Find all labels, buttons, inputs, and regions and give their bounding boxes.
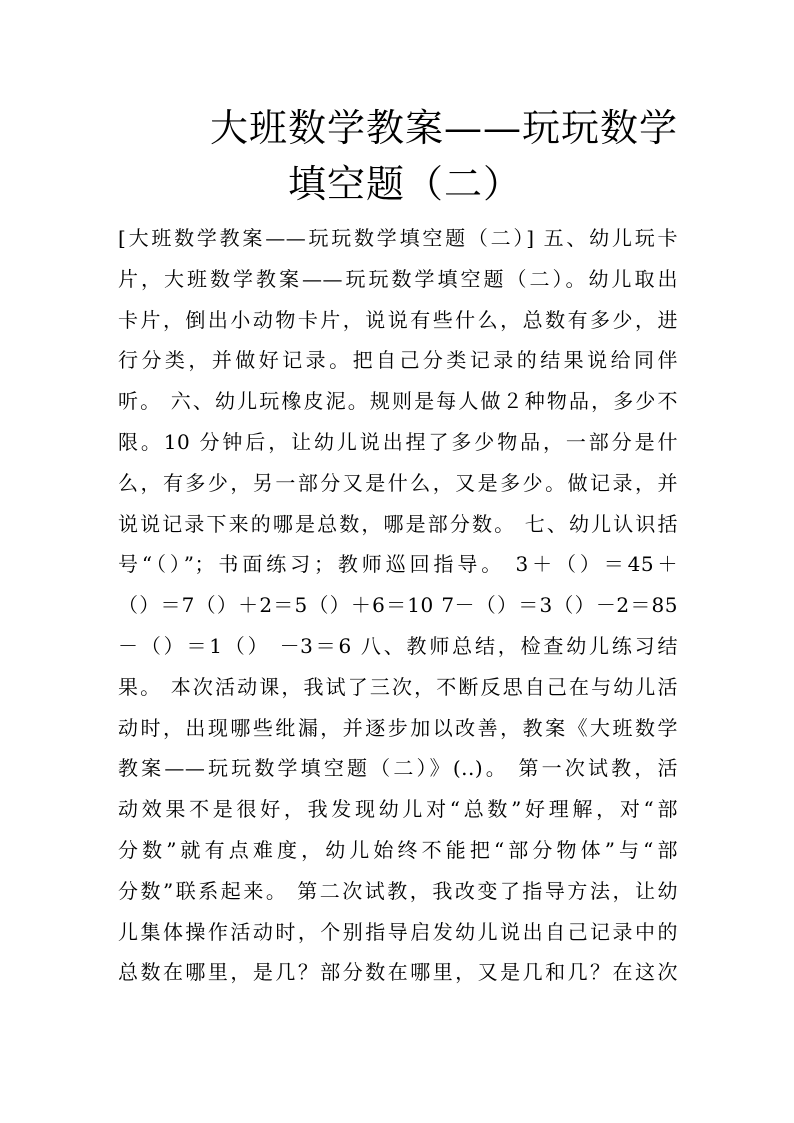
- document-body: [118, 218, 678, 993]
- body-line: －（）＝1（） －3＝6 八、教师总结，检查幼儿练习结: [118, 633, 678, 658]
- body-line: 动时，出现哪些纰漏，并逐步加以改善，教案《大班数学: [118, 715, 678, 740]
- body-line: 儿集体操作活动时，个别指导启发幼儿说出自己记录中的: [118, 919, 678, 944]
- body-line: 听。 六、幼儿玩橡皮泥。规则是每人做２种物品，多少不: [118, 389, 678, 414]
- body-line: 卡片，倒出小动物卡片，说说有些什么，总数有多少，进: [118, 307, 678, 332]
- body-line: 果。 本次活动课，我试了三次，不断反思自己在与幼儿活: [118, 674, 678, 699]
- title-line-2: 填空题（二）: [288, 162, 523, 206]
- document-title: [0, 100, 794, 212]
- body-line: 片，大班数学教案——玩玩数学填空题（二）。幼儿取出: [118, 266, 678, 291]
- body-line: 总数在哪里，是几？部分数在哪里，又是几和几？在这次: [118, 960, 678, 985]
- body-line: 分数”联系起来。 第二次试教，我改变了指导方法，让幼: [118, 878, 678, 903]
- body-line: 限。10 分钟后，让幼儿说出捏了多少物品，一部分是什: [118, 429, 678, 454]
- body-line: 动效果不是很好，我发现幼儿对“总数”好理解，对“部: [118, 797, 678, 822]
- body-line: [大班数学教案——玩玩数学填空题（二）] 五、幼儿玩卡: [118, 226, 678, 250]
- body-line: 号“（）”；书面练习；教师巡回指导。 3＋（）＝45＋: [118, 552, 678, 577]
- body-line: 教案——玩玩数学填空题（二）》(..)。 第一次试教，活: [118, 756, 678, 781]
- body-line: 分数”就有点难度，幼儿始终不能把“部分物体”与“部: [118, 837, 678, 862]
- body-line: 行分类，并做好记录。把自己分类记录的结果说给同伴: [118, 348, 678, 373]
- body-line: （）＝7（）＋2＝5（）＋6＝10 7－（）＝3（）－2＝85: [118, 593, 678, 618]
- title-line-1: 大班数学教案——玩玩数学: [210, 106, 679, 150]
- body-line: 么，有多少，另一部分又是什么，又是多少。做记录，并: [118, 470, 678, 495]
- body-line: 说说记录下来的哪是总数，哪是部分数。 七、幼儿认识括: [118, 511, 678, 536]
